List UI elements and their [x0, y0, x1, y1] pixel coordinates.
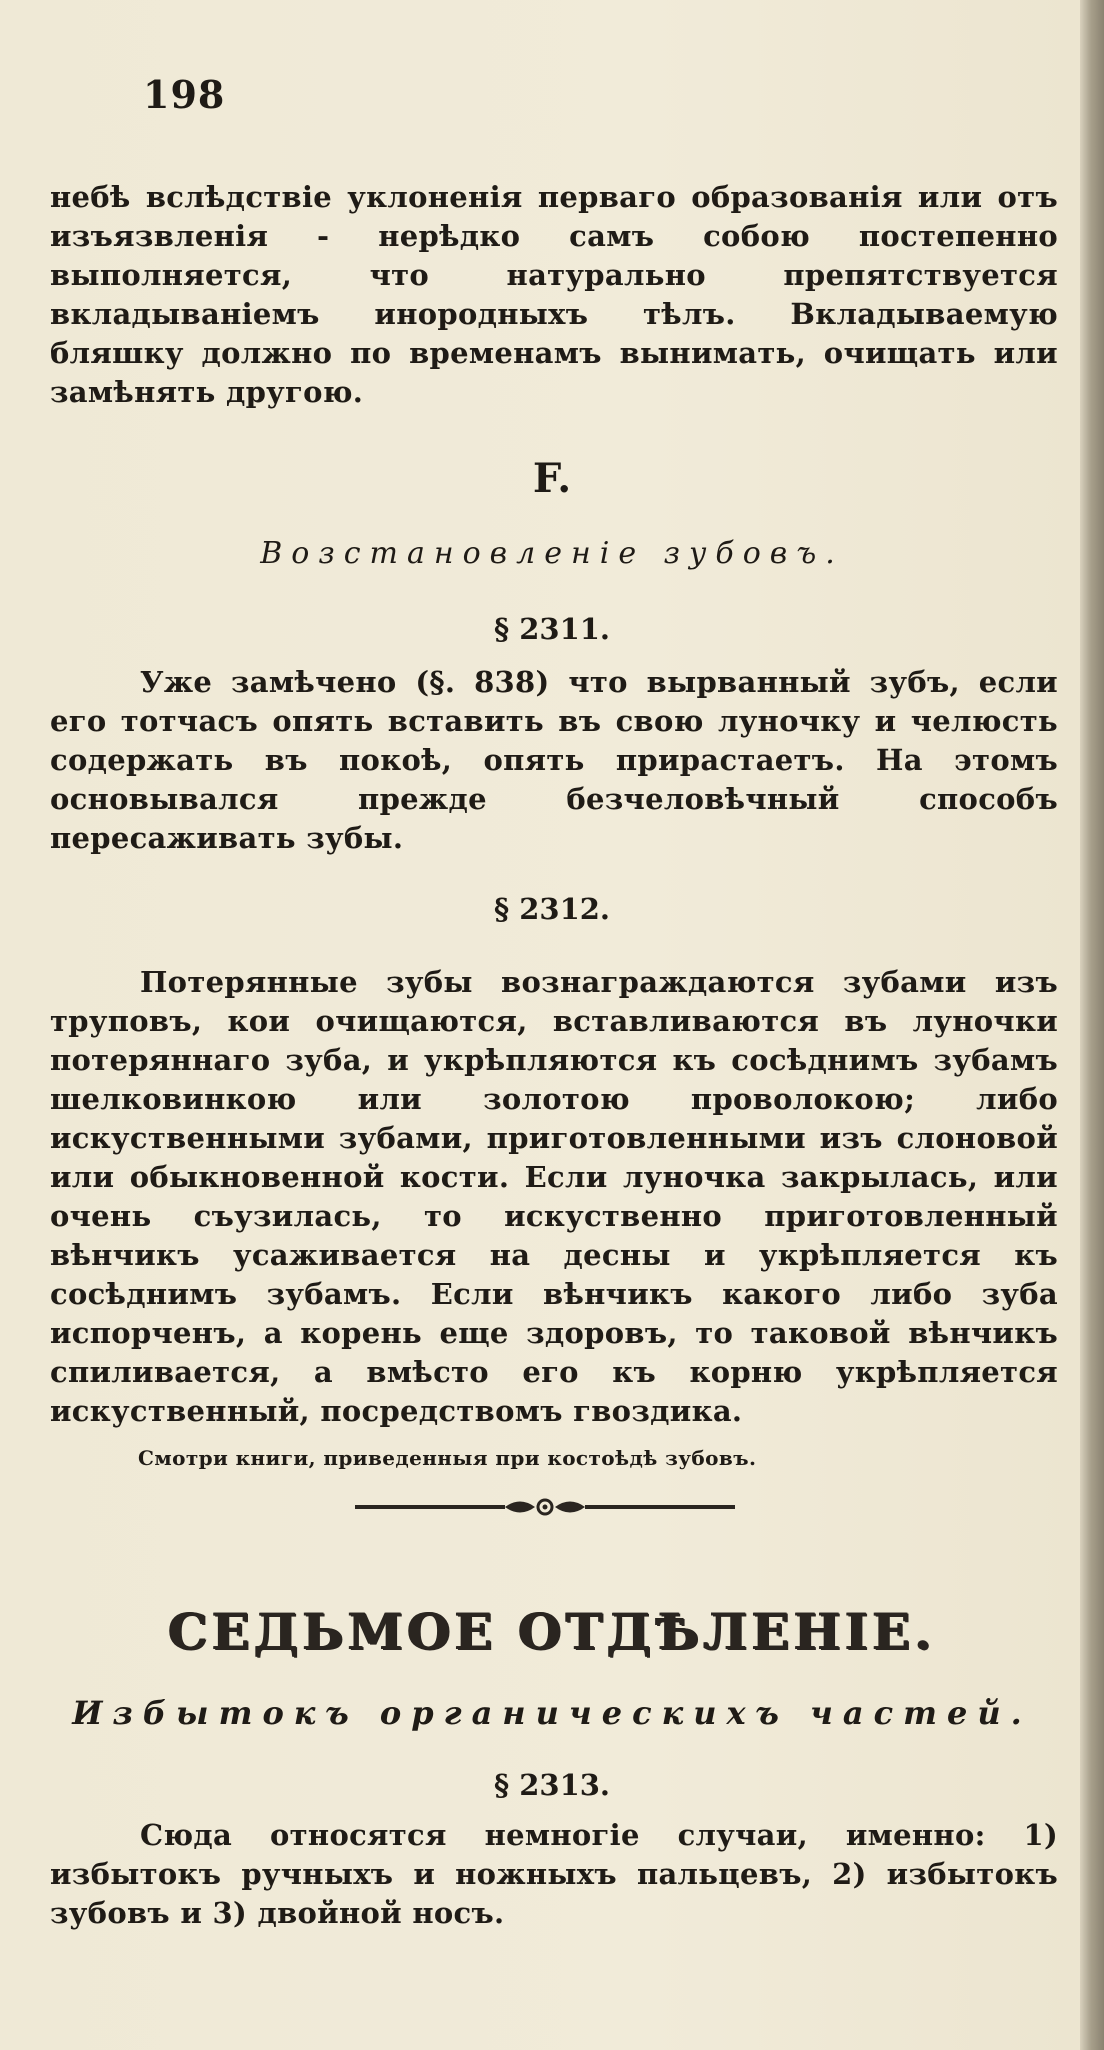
- page-number: 198: [143, 72, 226, 117]
- book-binding-edge: [1080, 0, 1104, 2050]
- section-title: Возстановленіе зубовъ.: [260, 536, 844, 571]
- section-letter: F.: [532, 455, 572, 502]
- paragraph-text: Уже замѣчено (§. 838) что вырванный зубъ, если его тотчасъ опять вставить въ свою луночку и челюсть содержать въ покоѣ, опять прирастаетъ. На этомъ основывался прежде безчеловѣчный способъ пересаживать зубы.: [50, 665, 1058, 855]
- paragraph-text: Потерянные зубы вознаграждаются зубами изъ труповъ, кои очищаются, вставливаются въ луночки потеряннаго зуба, и укрѣпляются къ сосѣднимъ зубамъ шелковинкою или золотою проволокою; либо искуственными зубами, приготовленными изъ слоновой или обыкновенной кости. Если луночка закрылась, или очень съузилась, то искуственно приготовленный вѣнчикъ усаживается на десны и укрѣпляется къ сосѣднимъ зубамъ. Если вѣнчикъ какого либо зуба испорченъ, а корень еще здоровъ, то таковой вѣнчикъ спиливается, а вмѣсто его къ корню укрѣпляется искуственный, посредствомъ гвоздика.: [50, 965, 1058, 1428]
- division-subtitle: Избытокъ органическихъ частей.: [72, 1694, 1032, 1732]
- reference-note: Смотри книги, приведенныя при костоѣдѣ зубовъ.: [138, 1446, 757, 1470]
- ornament-divider: [355, 1493, 735, 1521]
- paragraph-body: [50, 663, 1058, 858]
- continuation-paragraph: [50, 178, 1058, 412]
- paragraph-number: § 2313.: [493, 1768, 611, 1802]
- paragraph-number: § 2311.: [493, 612, 611, 646]
- paragraph-body: [50, 963, 1058, 1431]
- paragraph-body: [50, 1816, 1058, 1933]
- division-heading: СЕДЬМОЕ ОТДѢЛЕНІЕ.: [168, 1602, 936, 1661]
- paragraph-text: Сюда относятся немногіе случаи, именно: 1) избытокъ ручныхъ и ножныхъ пальцевъ, 2) избытокъ зубовъ и 3) двойной носъ.: [50, 1818, 1058, 1930]
- continuation-text: небѣ вслѣдствіе уклоненія перваго образованія или отъ изъязвленія - нерѣдко самъ собою постепенно выполняется, что натурально препятствуется вкладываніемъ инородныхъ тѣлъ. Вкладываемую бляшку должно по временамъ вынимать, очищать или замѣнять другою.: [50, 180, 1058, 409]
- paragraph-number: § 2312.: [493, 892, 611, 926]
